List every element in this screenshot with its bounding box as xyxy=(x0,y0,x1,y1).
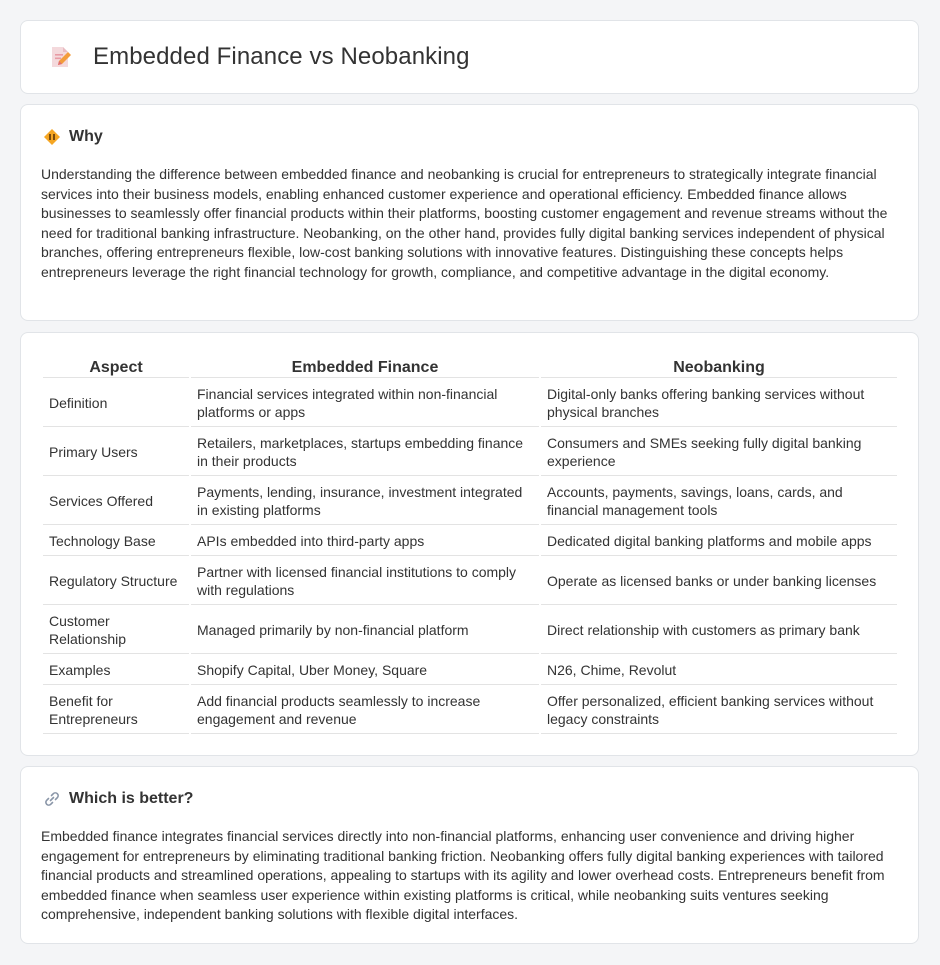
row-aspect: Regulatory Structure xyxy=(43,558,189,605)
table-row xyxy=(43,656,897,685)
row-neobanking: Dedicated digital banking platforms and mobile apps xyxy=(541,527,897,556)
row-aspect: Customer Relationship xyxy=(43,607,189,654)
row-embedded: Partner with licensed financial institutions to comply with regulations xyxy=(191,558,539,605)
row-embedded: APIs embedded into third-party apps xyxy=(191,527,539,556)
row-aspect: Technology Base xyxy=(43,527,189,556)
row-aspect: Examples xyxy=(43,656,189,685)
header-embedded-finance: Embedded Finance xyxy=(191,358,539,378)
row-neobanking: Accounts, payments, savings, loans, cards, and financial management tools xyxy=(541,478,897,525)
table-row xyxy=(43,687,897,734)
table-row xyxy=(43,429,897,476)
page-title: Embedded Finance vs Neobanking xyxy=(93,43,470,70)
row-embedded: Retailers, marketplaces, startups embedding finance in their products xyxy=(191,429,539,476)
row-aspect: Definition xyxy=(43,380,189,427)
table-row xyxy=(43,607,897,654)
row-embedded: Shopify Capital, Uber Money, Square xyxy=(191,656,539,685)
table-row xyxy=(43,558,897,605)
row-embedded: Managed primarily by non-financial platform xyxy=(191,607,539,654)
row-embedded: Add financial products seamlessly to increase engagement and revenue xyxy=(191,687,539,734)
row-neobanking: Offer personalized, efficient banking services without legacy constraints xyxy=(541,687,897,734)
header-neobanking: Neobanking xyxy=(541,358,897,378)
better-heading: Which is better? xyxy=(69,790,194,807)
table-row xyxy=(43,478,897,525)
row-neobanking: Direct relationship with customers as primary bank xyxy=(541,607,897,654)
why-heading: Why xyxy=(69,128,103,145)
table-row xyxy=(43,527,897,556)
comparison-table xyxy=(41,356,899,736)
table-header-row xyxy=(43,358,897,378)
better-text: Embedded finance integrates financial services directly into non-financial platforms, enhancing user convenience and driving higher engagement for entrepreneurs by eliminating traditional banking friction. Neobanking offers fully digital banking experiences with tailored financial products and streamlined operations, appealing to startups with its agility and lower overhead costs. Entrepreneurs benefit from embedded finance when seamless user experience within existing platforms is critical, while neobanking suits ventures seeking comprehensive, independent banking solutions with flexible digital interfaces. xyxy=(41,828,885,923)
link-icon xyxy=(43,790,61,808)
row-neobanking: Operate as licensed banks or under banking licenses xyxy=(541,558,897,605)
row-neobanking: Digital-only banks offering banking services without physical branches xyxy=(541,380,897,427)
document-edit-icon xyxy=(47,44,73,70)
row-neobanking: N26, Chime, Revolut xyxy=(541,656,897,685)
why-text: Understanding the difference between embedded finance and neobanking is crucial for entrepreneurs to strategically integrate financial services into their business models, enabling enhanced customer experience and operational efficiency. Embedded finance allows businesses to seamlessly offer financial products within their platforms, boosting customer engagement and revenue streams without the need for traditional banking infrastructure. Neobanking, on the other hand, provides fully digital banking services independent of physical branches, offering entrepreneurs flexible, low-cost banking solutions with innovative features. Distinguishing these concepts helps entrepreneurs leverage the right financial technology for growth, compliance, and competitive advantage in the digital economy. xyxy=(41,166,888,280)
table-row xyxy=(43,380,897,427)
header-aspect: Aspect xyxy=(43,358,189,378)
row-aspect: Benefit for Entrepreneurs xyxy=(43,687,189,734)
row-embedded: Financial services integrated within non-financial platforms or apps xyxy=(191,380,539,427)
why-section xyxy=(20,104,919,321)
comparison-table-card xyxy=(20,332,919,756)
title-card xyxy=(20,20,919,94)
row-embedded: Payments, lending, insurance, investment integrated in existing platforms xyxy=(191,478,539,525)
which-is-better-section xyxy=(20,766,919,944)
row-neobanking: Consumers and SMEs seeking fully digital banking experience xyxy=(541,429,897,476)
row-aspect: Primary Users xyxy=(43,429,189,476)
row-aspect: Services Offered xyxy=(43,478,189,525)
diamond-warning-icon xyxy=(43,128,61,146)
